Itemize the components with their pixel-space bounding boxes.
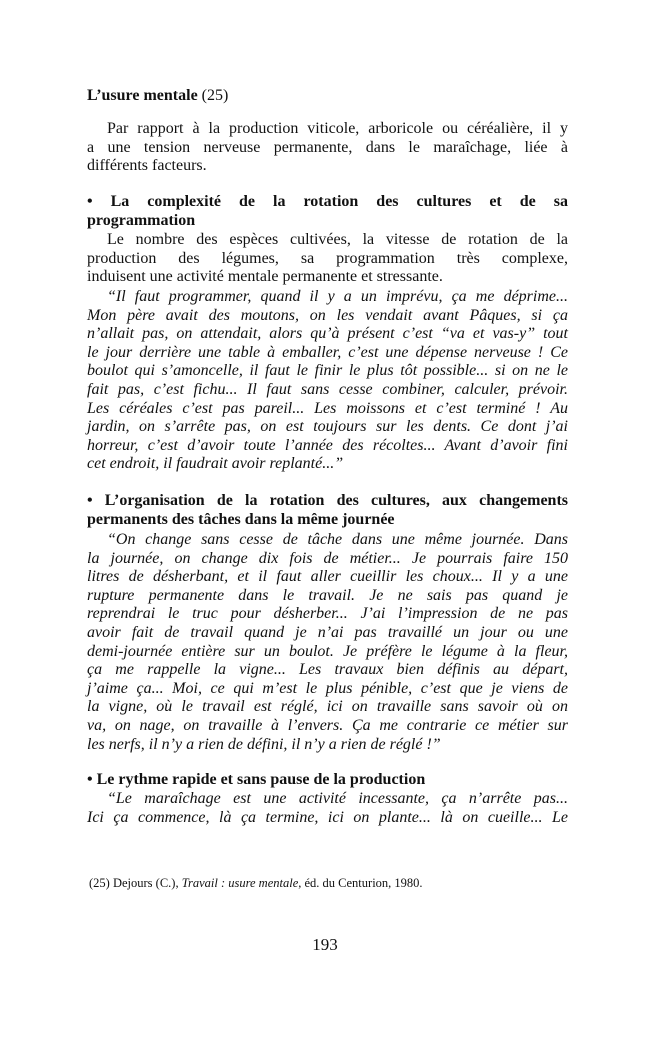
- text-line: horreur, c’est d’avoir toute l’année des récoltes... Avant d’avoir fini: [87, 436, 568, 454]
- text-line: va, on nage, on travaille à l’envers. Ça me contrarie ce métier sur: [87, 716, 568, 734]
- text-line: Mon père avait des moutons, on les vendait avant Pâques, si ça: [87, 306, 568, 324]
- para-2: [87, 231, 568, 287]
- text-line: n’allait pas, on attendait, alors qu’à présent c’est “va et vas-y” tout: [87, 325, 568, 343]
- text-line: Les céréales c’est pas pareil... Les moissons et c’est terminé ! Au: [87, 399, 568, 417]
- footnote-work-title: Travail : usure mentale: [181, 876, 299, 890]
- heading-1: [87, 193, 568, 230]
- heading-3: [87, 771, 568, 790]
- text-line: • L’organisation de la rotation des cultures, aux changements: [87, 492, 568, 509]
- text-line: j’aime ça... Moi, ce qui m’est le plus pénible, c’est que je viens de: [87, 679, 568, 697]
- text-line: la journée, on change dix fois de métier... Je pourrais faire 150: [87, 549, 568, 567]
- text-line: rupture permanente dans le travail. Je ne sais pas quand je: [87, 586, 568, 604]
- text-line: programmation: [87, 211, 196, 229]
- text-line: le jour derrière une table à emballer, c’est une dépense nerveuse ! Ce: [87, 343, 568, 361]
- text-line: Par rapport à la production viticole, arboricole ou céréalière, il y: [107, 120, 568, 137]
- page-number: 193: [312, 935, 338, 954]
- footnote-ref: (25): [197, 87, 229, 104]
- text-line: Le nombre des espèces cultivées, la vitesse de rotation de la: [107, 231, 568, 248]
- text-line: production des légumes, sa programmation très complexe,: [87, 249, 568, 267]
- text-line: • La complexité de la rotation des cultures et de sa: [87, 193, 568, 210]
- text-line: la vigne, où le travail est réglé, ici on travaille sans savoir où on: [87, 698, 568, 716]
- text-line: avoir fait de travail quand je n’ai pas travaillé un jour ou une: [87, 623, 568, 641]
- text-line: “Il faut programmer, quand il y a un imprévu, ça me déprime...: [107, 288, 568, 305]
- quote-1: [87, 288, 568, 474]
- text-line: permanents des tâches dans la même journée: [87, 510, 395, 528]
- text-line: boulot qui s’amoncelle, il faut le finir le plus tôt possible... si on ne le: [87, 362, 568, 380]
- text-line: litres de désherbant, et il faut aller cueillir les choux... Il y a une: [87, 568, 568, 586]
- text-line: jardin, on s’arrête pas, on est toujours sur les dents. Ce dont j’ai: [87, 418, 568, 436]
- quote-3: [87, 790, 568, 827]
- footnote: [89, 876, 423, 891]
- text-line: Ici ça commence, là ça termine, ici on plante... là on cueille... Le: [87, 808, 568, 826]
- text-line: cet endroit, il faudrait avoir replanté...”: [87, 455, 344, 473]
- footnote-author: (25) Dejours (C.),: [89, 876, 182, 890]
- text-line: “On change sans cesse de tâche dans une même journée. Dans: [107, 531, 568, 548]
- section-title: [87, 87, 228, 105]
- quote-2: [87, 531, 568, 754]
- section-title-text: L’usure mentale: [87, 87, 198, 104]
- text-line: fait pas, c’est fichu... Il faut sans cesse combiner, calculer, prévoir.: [87, 380, 568, 398]
- text-line: induisent une activité mentale permanente et stressante.: [87, 268, 443, 286]
- text-line: différents facteurs.: [87, 157, 207, 175]
- heading-2: [87, 492, 568, 529]
- text-line: reprendrai le truc pour désherber... J’ai l’impression de ne pas: [87, 605, 568, 623]
- text-line: “Le maraîchage est une activité incessante, ça n’arrête pas...: [107, 790, 568, 807]
- text-line: demi-journée entière sur un boulot. Je préfère le légume à la fleur,: [87, 642, 568, 660]
- text-line: a une tension nerveuse permanente, dans le maraîchage, liée à: [87, 138, 568, 156]
- intro: [87, 120, 568, 176]
- text-line: ça me rappelle la vigne... Les travaux bien définis au départ,: [87, 661, 568, 679]
- text-line: • Le rythme rapide et sans pause de la production: [87, 771, 426, 788]
- footnote-publisher: , éd. du Centurion, 1980.: [298, 876, 423, 890]
- text-line: les nerfs, il n’y a rien de défini, il n’y a rien de réglé !”: [87, 735, 441, 753]
